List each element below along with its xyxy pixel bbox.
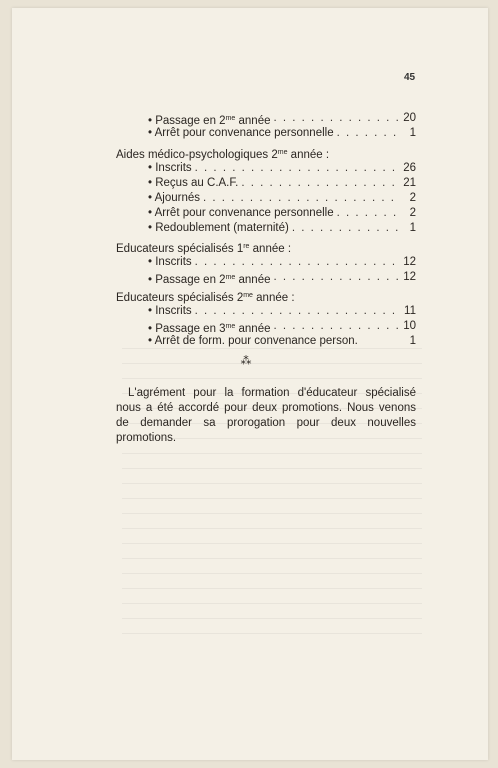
leader-dots: [334, 126, 400, 141]
leader-dots: [200, 191, 400, 206]
list-item: • Redoublement (maternité) . . . 1: [148, 221, 416, 236]
item-value: 20: [403, 112, 416, 124]
list-item: • Arrêt de form. pour convenance person. 1: [148, 335, 416, 347]
body-paragraph: L'agrément pour la formation d'éducateur spécialisé nous a été accordé pour deux promotions. Nous venons de demander sa prorogation pour deux nouvelles promotions.: [116, 387, 416, 444]
leader-dots: [289, 221, 400, 236]
leader-dots: [192, 304, 400, 319]
leader-dots: [334, 206, 400, 221]
list-item: • Inscrits . . . 12: [148, 255, 416, 270]
leader-dots: [192, 255, 400, 270]
group-heading: Educateurs spécialisés $2^{me}$ année :: [116, 292, 295, 304]
leader-dots: [238, 176, 400, 191]
group-heading: Aides médico-psychologiques $2^{me}$ année :: [116, 149, 330, 161]
item-value: 1: [409, 127, 416, 139]
list-item: • Arrêt pour convenance personnelle . . . 1: [148, 126, 416, 141]
group-heading: Educateurs spécialisés 1re année :: [116, 243, 292, 255]
list-item: • Arrêt pour convenance personnelle . . . 2: [148, 206, 416, 221]
list-item: • Passage en $2^{me}$ année . . . 12: [148, 270, 416, 288]
list-item: • Passage en $2^{me}$ année . . . 20: [148, 111, 416, 129]
document-page: [12, 8, 488, 760]
leader-dots: [192, 161, 400, 176]
list-item: • Inscrits . . . 11: [148, 304, 416, 319]
list-item: • Passage en $3^{me}$ année . . . 10: [148, 319, 416, 337]
list-item: • Reçus au C.A.F. . . . 21: [148, 176, 416, 191]
list-item: • Ajournés . . . 2: [148, 191, 416, 206]
page-number: 45: [404, 72, 416, 83]
list-item: • Inscrits . . . 26: [148, 161, 416, 176]
section-separator: ⁂: [240, 355, 252, 367]
leader-dots: [271, 270, 401, 288]
